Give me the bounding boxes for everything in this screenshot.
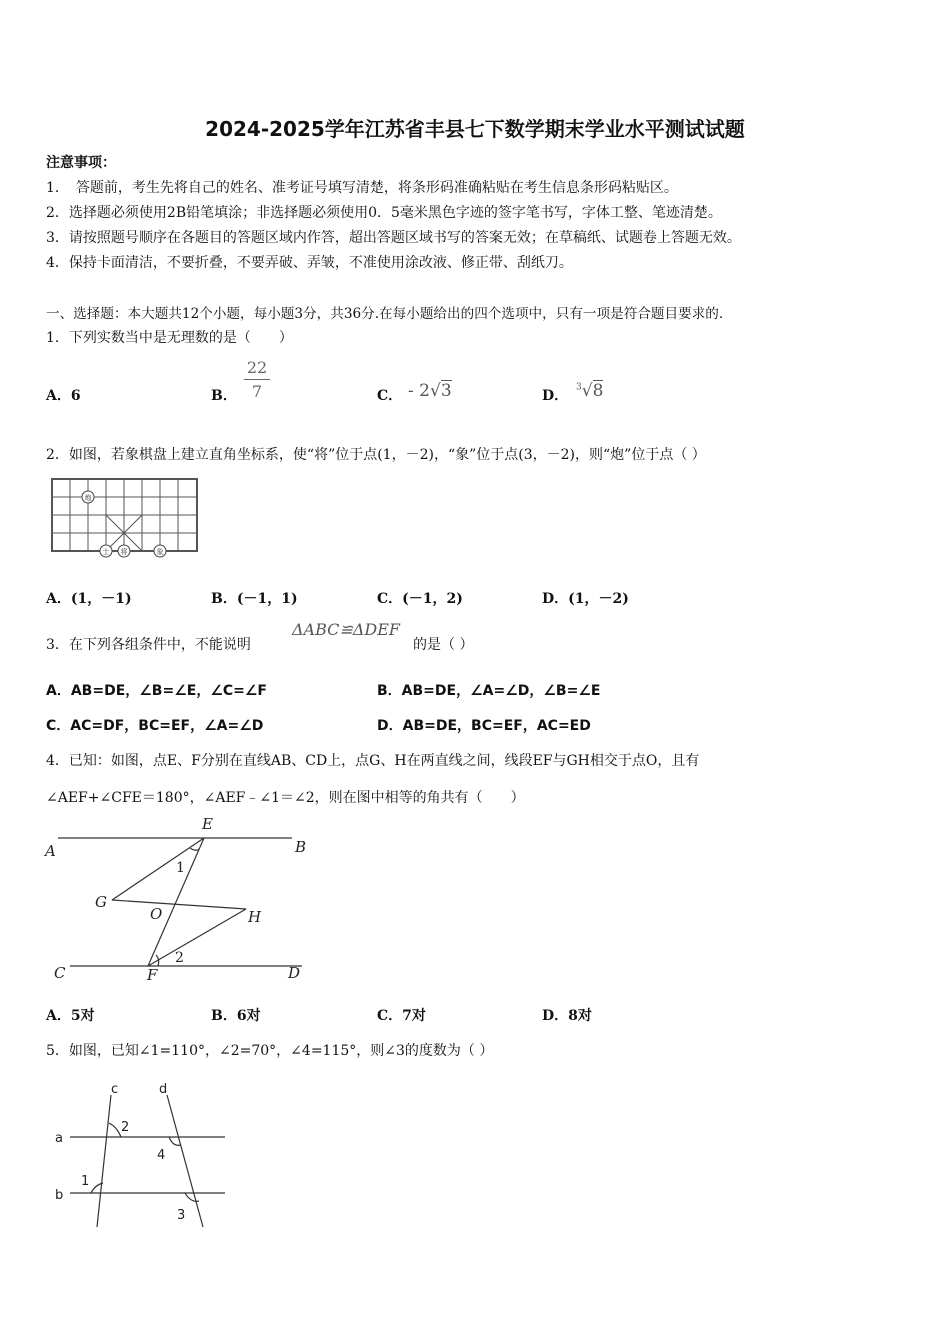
q3-stem-math: ΔABC≌ΔDEF: [292, 620, 400, 639]
label-angle-1: 1: [176, 860, 185, 876]
q1-option-d: D．: [542, 388, 569, 404]
q4-option-c: C．7对: [377, 1008, 426, 1024]
cube-root-icon: √: [581, 381, 593, 401]
label-line-d: d: [159, 1082, 168, 1097]
q2-option-b: B．(－1，1): [211, 591, 298, 607]
q1-option-c-math: [408, 381, 452, 401]
segment-hf: [148, 909, 246, 966]
label-b: B: [295, 838, 307, 856]
q5-stem: 5．如图，已知∠1=110°，∠2=70°，∠4=115°，则∠3的度数为（ ）: [46, 1043, 494, 1059]
label-a: A: [45, 842, 56, 860]
q1-option-a: A．6: [46, 388, 81, 404]
q3-option-a: A．AB=DE，∠B=∠E，∠C=∠F: [46, 683, 267, 699]
notice-item-3: 3．请按照题号顺序在各题目的答题区域内作答，超出答题区域书写的答案无效；在草稿纸、试题卷上答题无效。: [46, 230, 741, 246]
label-angle-2: 2: [175, 950, 184, 966]
q1-option-c: C．: [377, 388, 403, 404]
q3-option-c: C．AC=DF，BC=EF，∠A=∠D: [46, 718, 264, 734]
label-line-b: b: [55, 1188, 64, 1203]
q5-diagram: [45, 1075, 235, 1235]
q1-fraction-den: 7: [251, 382, 263, 401]
q1-option-d-math: [576, 381, 603, 401]
angle-1-arc: [190, 848, 199, 850]
q4-diagram: [40, 812, 320, 987]
label-h: H: [248, 908, 262, 926]
label-angle-1: 1: [81, 1174, 90, 1189]
q4-option-a: A．5对: [46, 1008, 95, 1024]
q1-c-coef: - 2: [408, 381, 430, 401]
piece-jiang-label: 将: [120, 548, 128, 556]
label-e: E: [202, 815, 213, 833]
label-angle-4: 4: [157, 1148, 166, 1163]
q1-stem: 1．下列实数当中是无理数的是（ ）: [46, 330, 293, 346]
label-angle-2: 2: [121, 1120, 130, 1135]
label-line-c: c: [111, 1082, 119, 1097]
label-c: C: [54, 964, 66, 982]
piece-pao-label: 炮: [84, 494, 92, 502]
q2-option-d: D．(1，－2): [542, 591, 629, 607]
chessboard-diagram: [50, 476, 200, 558]
q1-c-radicand: 3: [440, 381, 452, 401]
q1-d-radicand: 8: [592, 381, 604, 401]
notice-item-1: 1． 答题前，考生先将自己的姓名、准考证号填写清楚，将条形码准确粘贴在考生信息条形码粘贴区。: [46, 180, 678, 196]
piece-xiang-label: 象: [156, 548, 164, 556]
piece-shi-label: 士: [102, 548, 110, 556]
sqrt-icon: √: [429, 381, 441, 401]
q3-option-d: D．AB=DE，BC=EF，AC=ED: [377, 718, 591, 734]
angle-3-arc: [185, 1193, 199, 1201]
line-c: [97, 1095, 111, 1227]
section-heading: 一、选择题：本大题共12个小题，每小题3分，共36分.在每小题给出的四个选项中，只有一项是符合题目要求的.: [46, 306, 724, 322]
label-g: G: [95, 893, 107, 911]
q4-stem-line2: ∠AEF+∠CFE＝180°，∠AEF﹣∠1＝∠2，则在图中相等的角共有（ ）: [46, 790, 525, 806]
q1-option-b: B．: [211, 388, 237, 404]
page-title: 2024-2025学年江苏省丰县七下数学期末学业水平测试试题: [205, 117, 745, 141]
notice-item-2: 2．选择题必须使用2B铅笔填涂；非选择题必须使用0．5毫米黑色字迹的签字笔书写，字体工整、笔迹清楚。: [46, 205, 722, 221]
angle-2-arc: [109, 1123, 121, 1137]
notice-item-4: 4．保持卡面清洁，不要折叠，不要弄破、弄皱，不准使用涂改液、修正带、刮纸刀。: [46, 255, 573, 271]
label-line-a: a: [55, 1131, 63, 1146]
q1-fraction: [244, 358, 270, 401]
q3-option-b: B．AB=DE，∠A=∠D，∠B=∠E: [377, 683, 601, 699]
q1-d-index: 3: [576, 382, 582, 393]
label-o: O: [150, 905, 163, 923]
q2-stem: 2．如图，若象棋盘上建立直角坐标系，使“将”位于点(1，－2)，“象”位于点(3，－2)，则“炮”位于点（ ）: [46, 447, 706, 463]
q3-stem-post: 的是（ ）: [413, 637, 474, 653]
label-angle-3: 3: [177, 1208, 186, 1223]
label-f: F: [147, 966, 158, 984]
label-d: D: [288, 964, 301, 982]
segment-gh: [112, 900, 246, 909]
q3-stem-pre: 3．在下列各组条件中，不能说明: [46, 637, 251, 653]
notice-heading: 注意事项：: [46, 155, 116, 171]
q2-option-a: A．(1，－1): [46, 591, 132, 607]
q4-stem-line1: 4．已知：如图，点E、F分别在直线AB、CD上，点G、H在两直线之间，线段EF与GH相交于点O，且有: [46, 753, 700, 769]
q4-option-d: D．8对: [542, 1008, 592, 1024]
fraction-bar: [244, 379, 270, 380]
q4-option-b: B．6对: [211, 1008, 261, 1024]
q2-option-c: C．(－1，2): [377, 591, 463, 607]
q1-fraction-num: 22: [246, 358, 268, 377]
